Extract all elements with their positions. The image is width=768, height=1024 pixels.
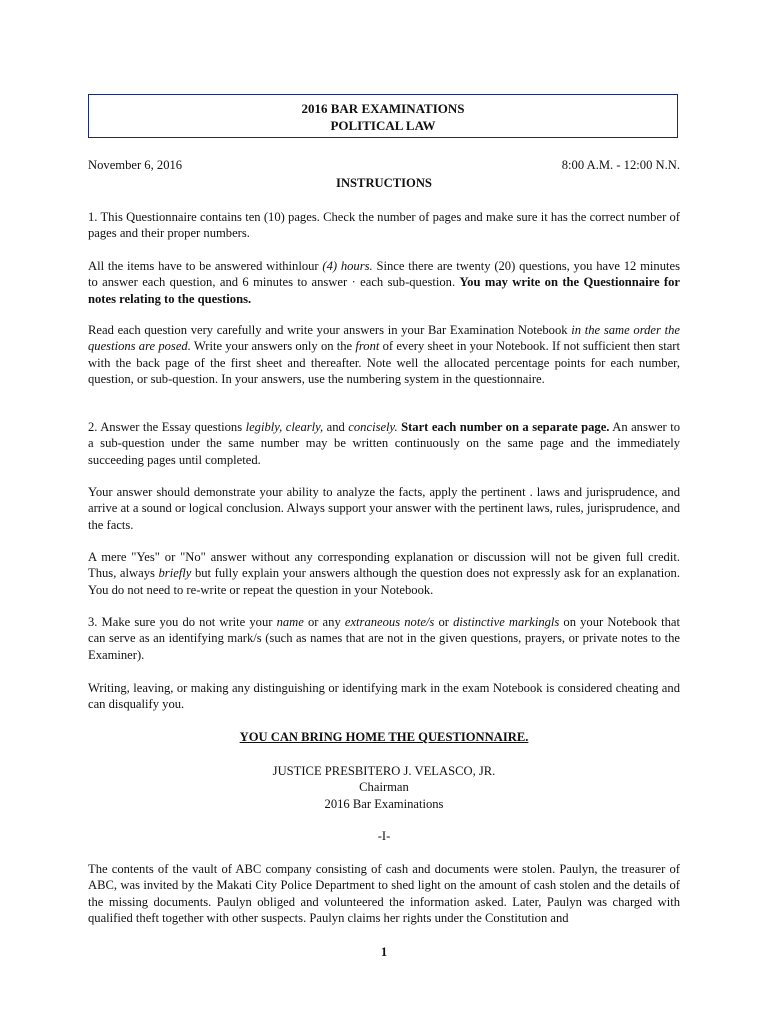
section-marker: -I-	[377, 829, 391, 843]
p7-text-c: or any	[303, 615, 345, 629]
signature-block	[88, 763, 680, 812]
exam-subject: POLITICAL LAW	[330, 118, 436, 133]
p2-text-d: Since there are twenty (20) questions, you have 12 minutes to answer each question, and 6 minutes to answer · each sub-question.	[88, 259, 680, 290]
p3-order-italic: in the same order the questions are posed.	[88, 323, 680, 354]
instructions-heading: INSTRUCTIONS	[336, 176, 432, 190]
p7-markings-italic: distinctive markingls	[453, 615, 560, 629]
signature-org: 2016 Bar Examinations	[324, 796, 444, 811]
p7-text-g: on your Notebook that can serve as an identifying mark/s (such as names that are not in the given questions, prayers, or private notes to the Examiner).	[88, 615, 680, 662]
p7-text-e: or	[434, 615, 454, 629]
p3-front-italic: front	[355, 339, 380, 354]
date-time-row	[88, 157, 680, 173]
p2-hours-italic: (4) hours.	[322, 259, 373, 273]
exam-header-box	[88, 94, 678, 138]
p4-concisely-italic: concisely.	[348, 420, 398, 434]
p2-text-a: All the items have to be answered withinl	[88, 259, 302, 273]
p2-notes-bold: You may write on the Questionnaire for notes relating to the questions.	[88, 275, 680, 306]
p6-briefly-italic: briefly	[158, 566, 192, 581]
p4-text-a: 2. Answer the Essay questions	[88, 420, 246, 434]
p6-text-a: A mere "Yes" or "No" answer without any corresponding explanation or discussion will not be given full credit. Thus, always	[88, 550, 680, 581]
p2-text-b: our	[301, 259, 323, 273]
p7-name-italic: name	[276, 615, 304, 629]
paragraph-read-carefully	[88, 322, 680, 388]
question-1-text: The contents of the vault of ABC company consisting of cash and documents were stolen. Paulyn, the treasurer of ABC, was invited by the Makati City Police Department to shed light on the amount of cash stolen and the details of the missing documents. Paulyn obliged and volunteered the information asked. Later, Paulyn was charged with qualified theft together with other suspects. Paulyn claims her rights under the Constitution and	[88, 862, 680, 926]
p6-text-c: but fully explain your answers although the question does not expressly ask for an explanation. You do not need to re-write or repeat the question in your Notebook.	[88, 566, 680, 597]
p3-text-c: Write your answers only on the	[190, 339, 356, 354]
p4-separate-page-bold: Start each number on a separate page.	[401, 420, 610, 434]
p7-text-a: 3. Make sure you do not write your	[88, 615, 277, 629]
paragraph-cheating: Writing, leaving, or making any distinguishing or identifying mark in the exam Notebook is considered cheating and can disqualify you.	[88, 681, 680, 712]
paragraph-essay	[88, 419, 680, 468]
bring-home-notice: YOU CAN BRING HOME THE QUESTIONNAIRE.	[239, 730, 529, 744]
p4-legibly-italic: legibly, clearly,	[245, 420, 324, 434]
p3-text-e: of every sheet in your Notebook. If not sufficient then start with the back page of the first sheet and thereafter. Note well the allocated percentage points for each number, question, or sub-question. In your answers, use the numbering system in the questionnaire.	[88, 339, 680, 387]
paragraph-pages: 1. This Questionnaire contains ten (10) pages. Check the number of pages and make sure it has the correct number of pages and their proper numbers.	[88, 210, 680, 241]
p4-text-g: An answer to a sub-question under the same number may be written continuously on the same page and the immediately succeeding pages until completed.	[88, 420, 680, 467]
paragraph-identifying-marks	[88, 614, 680, 663]
paragraph-yes-no	[88, 549, 680, 598]
chairman-name: JUSTICE PRESBITERO J. VELASCO, JR.	[272, 764, 496, 778]
chairman-title: Chairman	[359, 780, 409, 795]
paragraph-analysis: Your answer should demonstrate your ability to analyze the facts, apply the pertinent . laws and jurisprudence, and arrive at a sound or logical conclusion. Always support your answer with the pertinent laws, rules, jurisprudence, and the facts.	[88, 485, 680, 532]
p7-extraneous-italic: extraneous note/s	[344, 615, 435, 629]
exam-date: November 6, 2016	[88, 158, 183, 172]
p4-text-c: and	[323, 420, 349, 434]
page-number: 1	[380, 945, 388, 959]
exam-title: 2016 BAR EXAMINATIONS	[301, 101, 465, 116]
exam-time: 8:00 A.M. - 12:00 N.N.	[561, 158, 680, 172]
p3-text-a: Read each question very carefully and write your answers in your Bar Examination Notebook	[88, 323, 572, 337]
paragraph-time-allotment	[88, 258, 680, 307]
